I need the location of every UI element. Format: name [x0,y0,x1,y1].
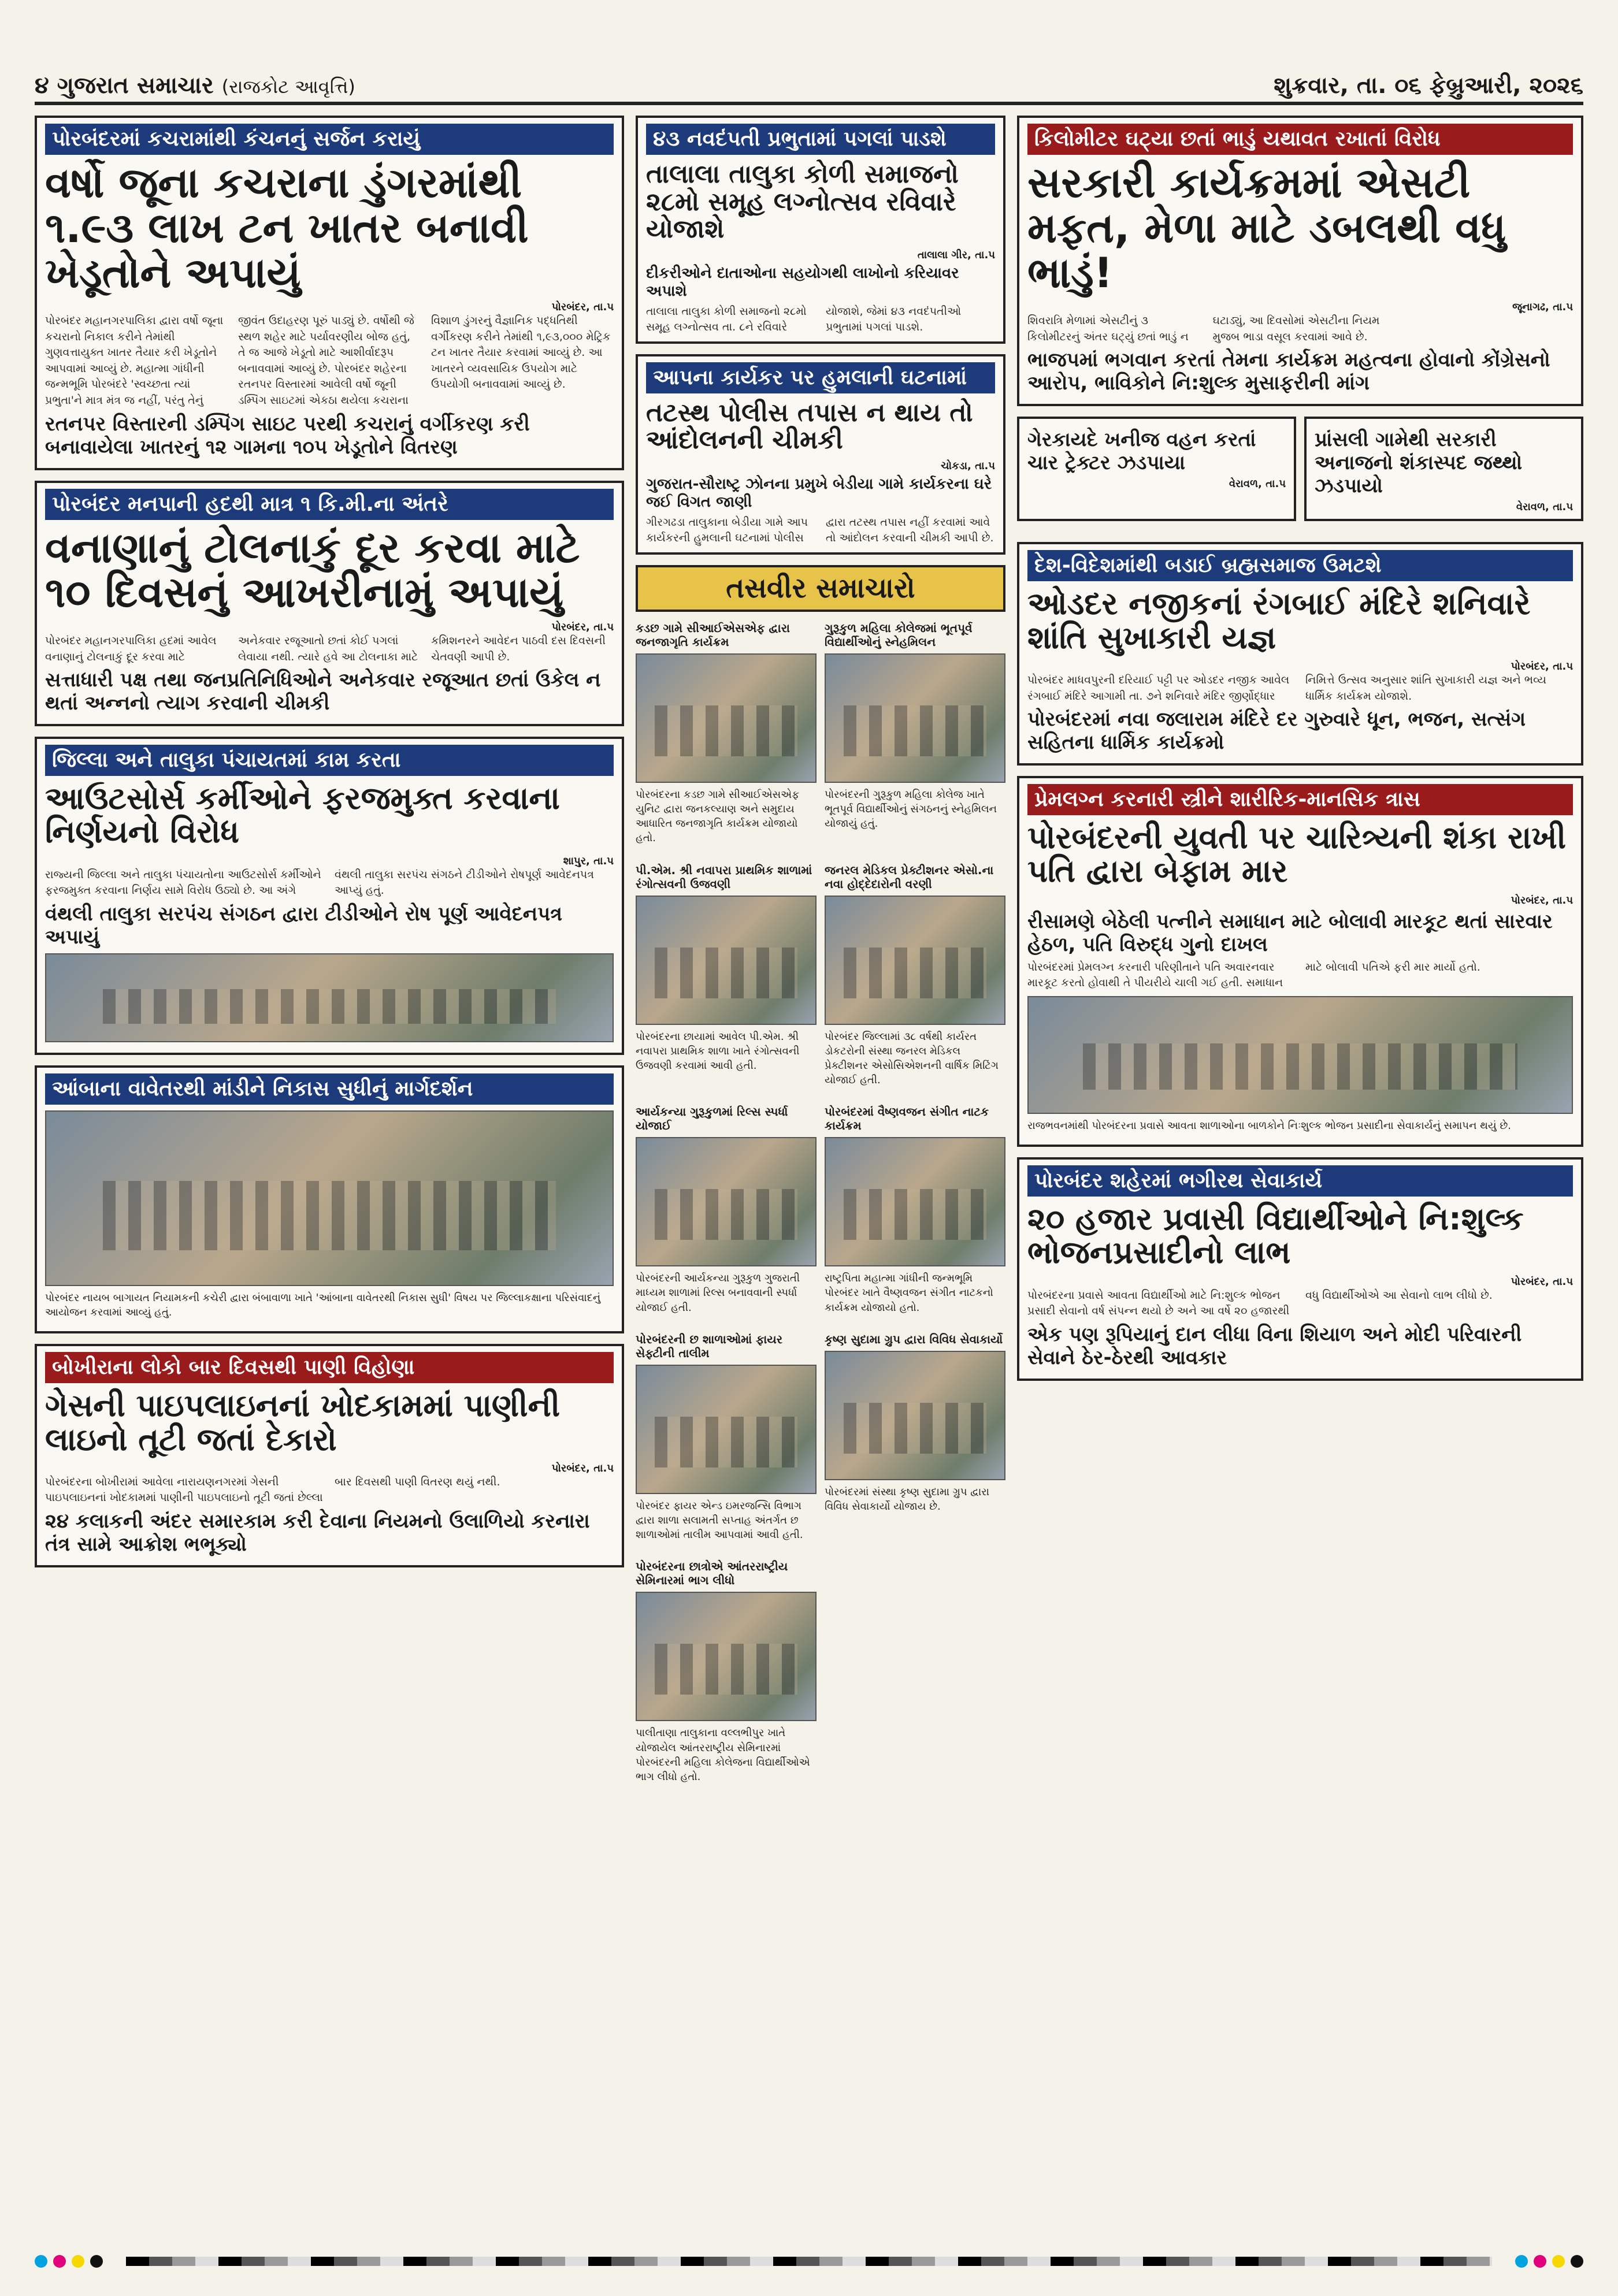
color-registration-dots [35,2255,103,2268]
story-body: પોરબંદર મહાનગરપાલિકા હદમાં આવેલ વનાણાનું ટોલનાકું દૂર કરવા માટે અનેકવાર રજૂઆતો છતાં કોઈ પગલાં લેવાયા નથી. ત્યારે હવે આ ટોલનાકા માટે કમિશનરને આવેદન પાઠવી દસ દિવસની ચેતવણી આપી છે. [45,634,606,663]
news-photo [45,953,614,1042]
story-body: પોરબંદરમાં પ્રેમલગ્ન કરનારી પરિણીતાને પતિ અવારનવાર મારકૂટ કરતો હોવાથી તે પીયરીયે ચાલી ગઈ હતી. સમાધાન માટે બોલાવી પતિએ ફરી માર માર્યો હતો. [1027,960,1480,990]
story-headline: ઓડદર નજીકનાં રંગબાઈ મંદિરે શનિવારે શાંતિ સુખાકારી યજ્ઞ [1027,585,1531,656]
print-registration-footer [35,2250,1583,2273]
story-body: શિવરાત્રિ મેળામાં એસટીનું ૩ કિલોમીટરનું અંતર ઘટ્યું છતાં ભાડું ન ઘટાડ્યું, આ દિવસોમાં એસટીના નિયમ મુજબ ભાડા વસૂલ કરવામાં આવે છે. [1027,314,1380,343]
story-dateline: પોરબંદર, તા.પ [1511,660,1573,673]
news-photo [636,1365,817,1494]
story-body: તાલાલા તાલુકા કોળી સમાજનો ૨૮મો સમૂહ લગ્નોત્સવ તા. ૮ને રવિવારે યોજાશે, જેમાં ૪૩ નવદંપતીઓ પ્રભુતામાં પગલાં પાડશે. [646,304,962,334]
photo-caption: પોરબંદર ફાયર એન્ડ ઇમરજન્સિ વિભાગ દ્વારા શાળા સલામતી સપ્તાહ અંતર્ગત છ શાળાઓમાં તાલીમ આપવામાં આવી હતી. [636,1499,803,1541]
magenta-dot [53,2255,66,2268]
news-photo [825,896,1005,1025]
black-dot [90,2255,103,2268]
story-kicker: આપના કાર્યકર પર હુમલાની ઘટનામાં [646,362,995,393]
photo-item [636,1101,817,1321]
photo-item [636,860,817,1094]
story-subhead: દીકરીઓને દાતાઓના સહયોગથી લાખોનો કરિયાવર અપાશે [646,264,959,300]
story-subhead: એક પણ રૂપિયાનું દાન લીધા વિના શિયાળ અને મોદી પરિવારની સેવાને ઠેર-ઠેરથી આવકાર [1027,1322,1522,1369]
story-dateline: વેરાવળ, તા.પ [1229,478,1286,491]
story-students-meal [1017,1157,1583,1381]
story-mango [35,1065,624,1333]
story-attack [636,354,1005,555]
story-headline: તટસ્થ પોલીસ તપાસ ન થાય તો આંદોલનની ચીમકી [646,397,973,455]
yellow-dot [1552,2255,1565,2268]
story-subhead: સત્તાધારી પક્ષ તથા જનપ્રતિનિધિઓને અનેકવાર રજૂઆત છતાં ઉકેલ ન થતાં અન્નનો ત્યાગ કરવાની ચીમકી [45,668,601,715]
cyan-dot [1515,2255,1528,2268]
magenta-dot [1534,2255,1546,2268]
middle-column [636,116,1005,2232]
page-number: ૪ [35,72,49,99]
photo-item [636,1329,817,1548]
story-kicker: પ્રેમલગ્ન કરનારી સ્ત્રીને શારીરિક-માનસિક ત્રાસ [1027,784,1573,815]
story-kicker: બોખીરાના લોકો બાર દિવસથી પાણી વિહોણા [45,1352,614,1383]
photo-title: પોરબંદરમાં વૈષ્ણવજન સંગીત નાટક કાર્યક્રમ [825,1105,989,1133]
photo-title: પી.એમ. શ્રી નવાપરા પ્રાથમિક શાળામાં રંગોત્સવની ઉજવણી [636,863,812,891]
photo-title: આર્યકન્યા ગુરૂકુળમાં રિલ્સ સ્પર્ધા યોજાઈ [636,1105,788,1133]
photo-title: ગુરૂકુળ મહિલા કોલેજમાં ભૂતપૂર્વ વિદ્યાર્થીઓનું સ્નેહમિલન [825,621,973,649]
black-dot [1571,2255,1583,2268]
news-photo [825,1351,1005,1480]
news-photo [636,1137,817,1266]
story-headline: વર્ષો જૂના કચરાના ડુંગરમાંથી ૧.૯૩ લાખ ટન ખાતર બનાવી ખેડૂતોને અપાયું [45,158,529,297]
news-photo [1027,996,1573,1114]
photo-item [825,860,1005,1094]
photo-item [636,618,817,852]
photo-caption: રાષ્ટ્રપિતા મહાત્મા ગાંધીની જન્મભૂમિ પોરબંદર ખાતે વૈષ્ણવજન સંગીત નાટકનો કાર્યક્રમ યોજાયો હતો. [825,1272,993,1314]
photo-news-banner: તસવીર સમાચારો [636,565,1005,612]
color-registration-dots [1515,2255,1583,2268]
photo-title: પોરબંદરની છ શાળાઓમાં ફાયર સેફ્ટીની તાલીમ [636,1332,783,1360]
story-grain [1304,417,1583,521]
photo-item [825,618,1005,852]
story-dateline: પોરબંદર, તા.પ [551,621,614,634]
story-dateline: ચોકડા, તા.પ [941,459,995,472]
paper-name: ગુજરાત સમાચાર [57,72,214,99]
story-body: પોરબંદરના બોખીરામાં આવેલા નારાયણનગરમાં ગેસની પાઇપલાઇનનાં ખોદકામમાં પાણીની પાઇપલાઇનો તૂટી જતાં છેલ્લા બાર દિવસથી પાણી વિતરણ થયું નથી. [45,1475,500,1504]
story-headline: પોરબંદરની યુવતી પર ચારિત્ર્યની શંકા રાખી પતિ દ્વારા બેફામ માર [1027,819,1567,890]
masthead [35,69,1583,105]
story-subhead: રતનપર વિસ્તારની ડમ્પિંગ સાઇટ પરથી કચરાનું વર્ગીકરણ કરી બનાવાયેલા ખાતરનું ૧૨ ગામના ૧૦૫ ખેડૂતોને વિતરણ [45,412,530,459]
story-yagna [1017,542,1583,766]
story-dateline: જૂનાગઢ, તા.પ [1512,301,1573,314]
story-kicker: આંબાના વાવેતરથી માંડીને નિકાસ સુધીનું માર્ગદર્શન [45,1073,614,1105]
story-tractors [1017,417,1296,521]
story-kicker: જિલ્લા અને તાલુકા પંચાયતમાં કામ કરતા [45,745,614,776]
story-subhead: ભાજપમાં ભગવાન કરતાં તેમના કાર્યક્રમ મહત્વના હોવાનો કોંગ્રેસનો આરોપ, ભાવિકોને નિ:શુલ્ક મુસાફરીની માંગ [1027,348,1550,395]
story-kicker: પોરબંદરમાં કચરામાંથી કંચનનું સર્જન કરાયું [45,124,614,155]
story-body: ગીરગઢડા તાલુકાના બેડીયા ગામે આપ કાર્યકરની હુમલાની ઘટનામાં પોલીસ દ્વારા તટસ્થ તપાસ નહીં કરવામાં આવે તો આંદોલન કરવાની ચીમકી આપી છે. [646,515,994,545]
news-photo [825,653,1005,783]
news-photo [636,1592,817,1721]
story-assault [1017,776,1583,1147]
news-photo [825,1137,1005,1266]
issue-date: શુક્રવાર, તા. ૦૬ ફેબ્રુઆરી, ૨૦૨૬ [1274,72,1583,99]
story-st-fare [1017,116,1583,406]
photo-caption: પોરબંદર નાયબ બાગાયત નિયામકની કચેરી દ્વારા બંબાવાળા ખાતે 'આંબાના વાવેતરથી નિકાસ સુધી' વિષય પર જિલ્લાકક્ષાના પરિસંવાદનું આયોજન કરવામાં આવ્યું હતું. [45,1291,601,1319]
left-column [35,116,624,2232]
news-photo [636,653,817,783]
photo-item [825,1329,1005,1548]
photo-caption: રાજભવનમાંથી પોરબંદરના પ્રવાસે આવતા શાળાઓના બાળકોને નિઃશુલ્ક ભોજન પ્રસાદીના સેવાકાર્યનું સમાપન થયું છે. [1027,1119,1512,1132]
story-subhead: વંથલી તાલુકા સરપંચ સંગઠન દ્વારા ટીડીઓને રોષ પૂર્ણ આવેદનપત્ર અપાયું [45,902,563,949]
story-subhead: ગુજરાત-સૌરાષ્ટ્ર ઝોનના પ્રમુખે બેડીયા ગામે કાર્યકરના ઘરે જઈ વિગત જાણી [646,475,992,511]
story-subhead: પોરબંદરમાં નવા જલારામ મંદિરે દર ગુરુવારે ધૂન, ભજન, સત્સંગ સહિતના ધાર્મિક કાર્યક્રમો [1027,708,1526,755]
story-headline: ગેસની પાઇપલાઇનનાં ખોદકામમાં પાણીની લાઇનો તૂટી જતાં દેકારો [45,1387,561,1458]
story-headline: તાલાલા તાલુકા કોળી સમાજનો ૨૮મો સમૂહ લગ્નોત્સવ રવિવારે યોજાશે [646,159,959,244]
story-dateline: પોરબંદર, તા.પ [551,301,614,314]
news-photo [45,1110,614,1286]
photo-caption: પોરબંદરના છાયામાં આવેલ પી.એમ. શ્રી નવાપરા પ્રાથમિક શાળા ખાતે રંગોત્સવની ઉજવણી કરવામાં આવી હતી. [636,1030,800,1072]
story-body: રાજ્યની જિલ્લા અને તાલુકા પંચાયતોના આઉટસોર્સ કર્મીઓને ફરજમુક્ત કરવાના નિર્ણય સામે વિરોધ ઉઠ્યો છે. આ અંગે વંથલી તાલુકા સરપંચ સંગઠને ટીડીઓને રોષપૂર્ણ આવેદનપત્ર આપ્યું હતું. [45,868,594,897]
story-dateline: શાપુર, તા.પ [563,855,614,867]
story-subhead: ૨૪ કલાકની અંદર સમારકામ કરી દેવાના નિયમનો ઉલાળિયો કરનારા તંત્ર સામે આક્રોશ ભભૂક્યો [45,1509,590,1556]
story-body: પોરબંદર માધવપુરની દરિયાઈ પટ્ટી પર ઓડદર નજીક આવેલ રંગબાઈ મંદિરે આગામી તા. ૭ને શનિવારે મંદિર જીર્ણોદ્ધાર નિમિત્તે ઉત્સવ અનુસાર શાંતિ સુખાકારી યજ્ઞ અને ભવ્ય ધાર્મિક કાર્યક્રમ યોજાશે. [1027,673,1546,703]
photo-caption: પોરબંદરની આર્યકન્યા ગુરૂકુળ ગુજરાતી માધ્યમ શાળામાં રિલ્સ બનાવવાની સ્પર્ધા યોજાઈ હતી. [636,1272,800,1314]
photo-item [636,1556,817,1790]
story-headline: ૨૦ હજાર પ્રવાસી વિદ્યાર્થીઓને નિ:શુલ્ક ભોજનપ્રસાદીનો લાભ [1027,1200,1524,1271]
story-kicker: પોરબંદર મનપાની હદથી માત્ર ૧ કિ.મી.ના અંતરે [45,489,614,520]
photo-caption: પોરબંદર જિલ્લામાં ૩૮ વર્ષથી કાર્યરત ડોકટરોની સંસ્થા જનરલ મેડિકલ પ્રેક્ટીશનર એસોસિએશનની વાર્ષિક મિટિંગ યોજાઈ હતી. [825,1030,999,1087]
brief-stories [1017,417,1583,532]
yellow-dot [72,2255,84,2268]
story-kicker: ૪૩ નવદંપતી પ્રભુતામાં પગલાં પાડશે [646,124,995,155]
photo-caption: પોરબંદરની ગુરૂકુળ મહિલા કોલેજ ખાતે ભૂતપૂર્વ વિદ્યાર્થીઓનું સંગઠનનું સ્નેહમિલન યોજાયું હતું. [825,788,997,830]
story-compost [35,116,624,470]
grayscale-bar [126,2257,1492,2266]
story-kicker: દેશ-વિદેશમાંથી બડાઈ બ્રહ્મસમાજ ઉમટશે [1027,550,1573,581]
story-subhead: રીસામણે બેઠેલી પત્નીને સમાધાન માટે બોલાવી મારકૂટ થતાં સારવાર હેઠળ, પતિ વિરુદ્ધ ગુનો દાખલ [1027,909,1553,956]
photo-title: કૃષ્ણ સુદામા ગ્રુપ દ્વારા વિવિધ સેવાકાર્યો [825,1332,1003,1346]
photo-caption: પોરબંદરના કડછ ગામે સીઆઈએસએફ યુનિટ દ્વારા જનકલ્યાણ અને સમુદાય આધારિત જનજાગૃતિ કાર્યક્રમ યોજાયો હતો. [636,788,799,845]
photo-title: કડછ ગામે સીઆઈએસએફ દ્વારા જનજાગૃતિ કાર્યક્રમ [636,621,790,649]
story-headline: ગેરકાયદે ખનીજ વહન કરતાં ચાર ટ્રેક્ટર ઝડપાયા [1027,428,1256,475]
photo-title: પોરબંદરના છાત્રોએ આંતરરાષ્ટ્રીય સેમિનારમાં ભાગ લીધો [636,1559,788,1588]
cyan-dot [35,2255,47,2268]
story-wedding [636,116,1005,344]
photo-title: જનરલ મેડિકલ પ્રેક્ટીશનર એસો.ના નવા હોદ્દેદારોની વરણી [825,863,994,891]
right-column [1017,116,1583,2232]
photo-caption: પોરબંદરમાં સંસ્થા કૃષ્ણ સુદામા ગ્રુપ દ્વારા વિવિધ સેવાકાર્યો યોજાય છે. [825,1485,990,1513]
story-tollbooth [35,481,624,727]
story-body: પોરબંદરના પ્રવાસે આવતા વિદ્યાર્થીઓ માટે નિ:શુલ્ક ભોજન પ્રસાદી સેવાનો વર્ષ સંપન્ન થયો છે અને આ વર્ષે ૨૦ હજારથી વધુ વિદ્યાર્થીઓએ આ સેવાનો લાભ લીધો છે. [1027,1288,1493,1318]
story-headline: આઉટસોર્સ કર્મીઓને ફરજમુક્ત કરવાના નિર્ણયનો વિરોધ [45,780,560,850]
edition-label: (રાજકોટ આવૃત્તિ) [221,76,355,98]
story-headline: પ્રાંસલી ગામેથી સરકારી અનાજનો શંકાસ્પદ જથ્થો ઝડપાયો [1315,428,1523,498]
story-dateline: પોરબંદર, તા.પ [1511,1275,1573,1288]
photo-item [825,1101,1005,1321]
story-outsource [35,737,624,1055]
story-kicker: કિલોમીટર ઘટ્યા છતાં ભાડું યથાવત રખાતાં વિરોધ [1027,124,1573,155]
story-dateline: પોરબંદર, તા.પ [1511,894,1573,906]
story-headline: વનાણાનું ટોલનાકું દૂર કરવા માટે ૧૦ દિવસનું આખરીનામું અપાયું [45,523,580,617]
story-dateline: પોરબંદર, તા.પ [551,1462,614,1474]
story-body: પોરબંદર મહાનગરપાલિકા દ્વારા વર્ષો જૂના કચરાનો નિકાલ કરીને તેમાંથી ગુણવત્તાયુક્ત ખાતર તૈયાર કરી ખેડૂતોને આપવામાં આવ્યું છે. મહાત્મા ગાંધીની જન્મભૂમિ પોરબંદરે 'સ્વચ્છતા ત્યાં પ્રભુતા'ને માત્ર મંત્ર જ નહીં, પરંતુ તેનું જીવંત ઉદાહરણ પૂરું પાડ્યું છે. વર્ષોથી જે સ્થળ શહેર માટે પર્યાવરણીય બોજ હતું, તે જ આજે ખેડૂતો માટે આશીર્વાદરૂપ બનાવવામાં આવ્યું છે. પોરબંદર શહેરના રતનપર વિસ્તારમાં આવેલી વર્ષો જૂની ડમ્પિંગ સાઇટમાં એકઠા થયેલા કચરાના વિશાળ ડુંગરનું વૈજ્ઞાનિક પદ્ધતિથી વર્ગીકરણ કરીને તેમાંથી ૧,૯૩,૦૦૦ મેટ્રિક ટન ખાતર તૈયાર કરવામાં આવ્યું છે. આ ખાતરને વ્યવસાયિક ઉપયોગ માટે ઉપયોગી બનાવવામાં આવ્યું છે. [45,314,611,407]
story-kicker: પોરબંદર શહેરમાં ભગીરથ સેવાકાર્ય [1027,1165,1573,1197]
story-water [35,1344,624,1567]
photo-caption: પાલીતાણા તાલુકાના વલ્લભીપુર ખાતે યોજાયેલ આંતરરાષ્ટ્રીય સેમિનારમાં પોરબંદરની મહિલા કોલેજના વિદ્યાર્થીઓએ ભાગ લીધો હતો. [636,1727,810,1783]
story-dateline: તાલાલા ગીર, તા.પ [917,248,995,261]
story-headline: સરકારી કાર્યક્રમમાં એસટી મફત, મેળા માટે ડબલથી વધુ ભાડું! [1027,158,1506,297]
news-photo [636,896,817,1025]
photo-news-grid [636,618,1005,1790]
story-dateline: વેરાવળ, તા.પ [1516,501,1573,514]
